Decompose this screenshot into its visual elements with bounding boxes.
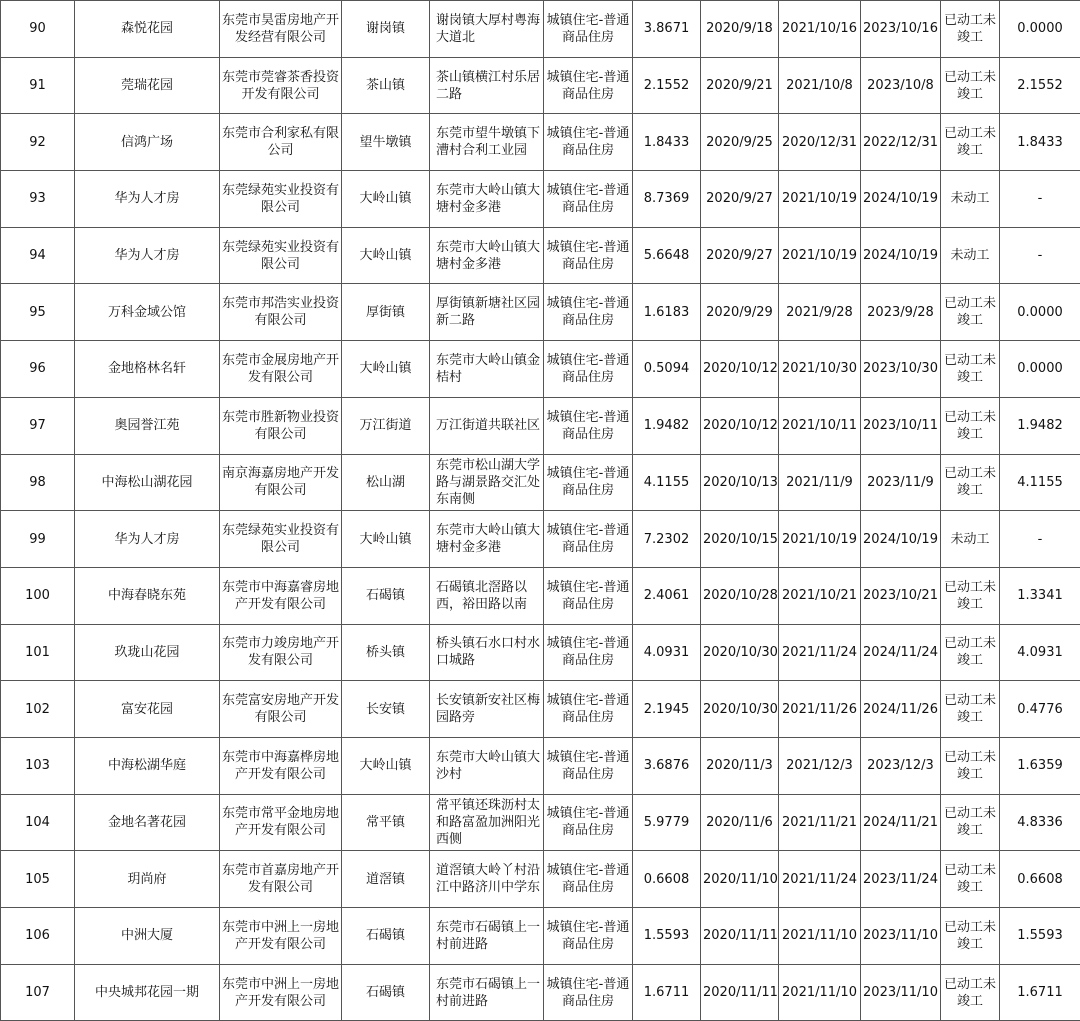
town-cell: 谢岗镇 xyxy=(342,1,430,58)
address-cell: 东莞市望牛墩镇下漕村合利工业园 xyxy=(430,114,544,171)
status-cell: 已动工未竣工 xyxy=(941,57,1000,114)
status-cell: 已动工未竣工 xyxy=(941,624,1000,681)
status-cell: 已动工未竣工 xyxy=(941,454,1000,511)
completion-date-cell: 2023/10/16 xyxy=(861,1,941,58)
project-name-cell: 中洲大厦 xyxy=(75,908,220,965)
land-use-cell: 城镇住宅-普通商品住房 xyxy=(544,624,633,681)
transfer-date-cell: 2020/10/15 xyxy=(701,511,779,568)
land-use-cell: 城镇住宅-普通商品住房 xyxy=(544,1,633,58)
transfer-date-cell: 2020/10/30 xyxy=(701,624,779,681)
completion-date-cell: 2023/11/10 xyxy=(861,964,941,1021)
address-cell: 东莞市大岭山镇大沙村 xyxy=(430,737,544,794)
table-row xyxy=(1,794,1080,851)
town-cell: 桥头镇 xyxy=(342,624,430,681)
land-use-cell: 城镇住宅-普通商品住房 xyxy=(544,908,633,965)
project-name-cell: 华为人才房 xyxy=(75,511,220,568)
completion-date-cell: 2023/10/30 xyxy=(861,341,941,398)
transfer-date-cell: 2020/11/3 xyxy=(701,737,779,794)
address-cell: 石碣镇北滘路以西，裕田路以南 xyxy=(430,567,544,624)
developer-cell: 东莞市昊雷房地产开发经营有限公司 xyxy=(220,1,342,58)
row-number-cell: 101 xyxy=(1,624,75,681)
transfer-date-cell: 2020/9/29 xyxy=(701,284,779,341)
table-row xyxy=(1,567,1080,624)
town-cell: 道滘镇 xyxy=(342,851,430,908)
start-date-cell: 2021/11/10 xyxy=(779,908,861,965)
completion-date-cell: 2023/11/24 xyxy=(861,851,941,908)
project-name-cell: 奥园誉江苑 xyxy=(75,397,220,454)
project-name-cell: 莞瑞花园 xyxy=(75,57,220,114)
value-cell: 0.0000 xyxy=(1000,284,1080,341)
transfer-date-cell: 2020/10/13 xyxy=(701,454,779,511)
area-cell: 1.9482 xyxy=(633,397,701,454)
area-cell: 3.8671 xyxy=(633,1,701,58)
start-date-cell: 2021/10/19 xyxy=(779,227,861,284)
developer-cell: 东莞富安房地产开发有限公司 xyxy=(220,681,342,738)
status-cell: 已动工未竣工 xyxy=(941,681,1000,738)
area-cell: 1.6183 xyxy=(633,284,701,341)
developer-cell: 东莞市金展房地产开发有限公司 xyxy=(220,341,342,398)
start-date-cell: 2021/12/3 xyxy=(779,737,861,794)
area-cell: 4.0931 xyxy=(633,624,701,681)
status-cell: 已动工未竣工 xyxy=(941,284,1000,341)
town-cell: 常平镇 xyxy=(342,794,430,851)
address-cell: 万江街道共联社区 xyxy=(430,397,544,454)
table-row xyxy=(1,171,1080,228)
town-cell: 大岭山镇 xyxy=(342,171,430,228)
transfer-date-cell: 2020/9/27 xyxy=(701,171,779,228)
address-cell: 东莞市大岭山镇大塘村金多港 xyxy=(430,511,544,568)
area-cell: 0.6608 xyxy=(633,851,701,908)
address-cell: 厚街镇新塘社区园新二路 xyxy=(430,284,544,341)
value-cell: 4.8336 xyxy=(1000,794,1080,851)
start-date-cell: 2020/12/31 xyxy=(779,114,861,171)
land-use-cell: 城镇住宅-普通商品住房 xyxy=(544,171,633,228)
start-date-cell: 2021/11/26 xyxy=(779,681,861,738)
start-date-cell: 2021/10/21 xyxy=(779,567,861,624)
status-cell: 已动工未竣工 xyxy=(941,114,1000,171)
transfer-date-cell: 2020/11/11 xyxy=(701,908,779,965)
land-use-cell: 城镇住宅-普通商品住房 xyxy=(544,511,633,568)
value-cell: 1.9482 xyxy=(1000,397,1080,454)
land-use-cell: 城镇住宅-普通商品住房 xyxy=(544,567,633,624)
developer-cell: 东莞市胜新物业投资有限公司 xyxy=(220,397,342,454)
area-cell: 1.8433 xyxy=(633,114,701,171)
completion-date-cell: 2024/10/19 xyxy=(861,511,941,568)
town-cell: 石碣镇 xyxy=(342,908,430,965)
status-cell: 未动工 xyxy=(941,227,1000,284)
address-cell: 桥头镇石水口村水口城路 xyxy=(430,624,544,681)
town-cell: 茶山镇 xyxy=(342,57,430,114)
developer-cell: 东莞绿苑实业投资有限公司 xyxy=(220,227,342,284)
status-cell: 已动工未竣工 xyxy=(941,794,1000,851)
address-cell: 茶山镇横江村乐居二路 xyxy=(430,57,544,114)
land-use-cell: 城镇住宅-普通商品住房 xyxy=(544,851,633,908)
developer-cell: 东莞绿苑实业投资有限公司 xyxy=(220,511,342,568)
start-date-cell: 2021/10/19 xyxy=(779,171,861,228)
town-cell: 松山湖 xyxy=(342,454,430,511)
address-cell: 常平镇还珠沥村太和路富盈加洲阳光西侧 xyxy=(430,794,544,851)
row-number-cell: 96 xyxy=(1,341,75,398)
table-row xyxy=(1,227,1080,284)
value-cell: 1.3341 xyxy=(1000,567,1080,624)
completion-date-cell: 2024/10/19 xyxy=(861,227,941,284)
row-number-cell: 104 xyxy=(1,794,75,851)
developer-cell: 东莞市邦浩实业投资有限公司 xyxy=(220,284,342,341)
developer-cell: 东莞绿苑实业投资有限公司 xyxy=(220,171,342,228)
land-use-cell: 城镇住宅-普通商品住房 xyxy=(544,964,633,1021)
area-cell: 2.1552 xyxy=(633,57,701,114)
row-number-cell: 107 xyxy=(1,964,75,1021)
completion-date-cell: 2023/10/21 xyxy=(861,567,941,624)
town-cell: 长安镇 xyxy=(342,681,430,738)
completion-date-cell: 2023/11/9 xyxy=(861,454,941,511)
town-cell: 万江街道 xyxy=(342,397,430,454)
town-cell: 大岭山镇 xyxy=(342,511,430,568)
project-name-cell: 中海春晓东苑 xyxy=(75,567,220,624)
row-number-cell: 99 xyxy=(1,511,75,568)
land-use-cell: 城镇住宅-普通商品住房 xyxy=(544,681,633,738)
completion-date-cell: 2024/11/26 xyxy=(861,681,941,738)
transfer-date-cell: 2020/11/10 xyxy=(701,851,779,908)
address-cell: 道滘镇大岭丫村沿江中路济川中学东 xyxy=(430,851,544,908)
value-cell: - xyxy=(1000,171,1080,228)
developer-cell: 南京海嘉房地产开发有限公司 xyxy=(220,454,342,511)
project-name-cell: 玖珑山花园 xyxy=(75,624,220,681)
project-name-cell: 中海松山湖花园 xyxy=(75,454,220,511)
row-number-cell: 97 xyxy=(1,397,75,454)
completion-date-cell: 2023/9/28 xyxy=(861,284,941,341)
row-number-cell: 90 xyxy=(1,1,75,58)
completion-date-cell: 2023/10/8 xyxy=(861,57,941,114)
start-date-cell: 2021/11/24 xyxy=(779,624,861,681)
row-number-cell: 103 xyxy=(1,737,75,794)
project-name-cell: 森悦花园 xyxy=(75,1,220,58)
status-cell: 未动工 xyxy=(941,511,1000,568)
status-cell: 已动工未竣工 xyxy=(941,341,1000,398)
address-cell: 东莞市石碣镇上一村前进路 xyxy=(430,908,544,965)
row-number-cell: 94 xyxy=(1,227,75,284)
area-cell: 4.1155 xyxy=(633,454,701,511)
row-number-cell: 102 xyxy=(1,681,75,738)
status-cell: 未动工 xyxy=(941,171,1000,228)
project-name-cell: 中海松湖华庭 xyxy=(75,737,220,794)
table-body xyxy=(1,1,1080,1021)
developer-cell: 东莞市中洲上一房地产开发有限公司 xyxy=(220,964,342,1021)
table-row xyxy=(1,681,1080,738)
completion-date-cell: 2024/10/19 xyxy=(861,171,941,228)
completion-date-cell: 2024/11/21 xyxy=(861,794,941,851)
project-name-cell: 华为人才房 xyxy=(75,227,220,284)
project-name-cell: 金地名著花园 xyxy=(75,794,220,851)
row-number-cell: 91 xyxy=(1,57,75,114)
address-cell: 谢岗镇大厚村粤海大道北 xyxy=(430,1,544,58)
completion-date-cell: 2023/11/10 xyxy=(861,908,941,965)
start-date-cell: 2021/10/11 xyxy=(779,397,861,454)
row-number-cell: 93 xyxy=(1,171,75,228)
transfer-date-cell: 2020/10/12 xyxy=(701,341,779,398)
table-row xyxy=(1,454,1080,511)
town-cell: 望牛墩镇 xyxy=(342,114,430,171)
value-cell: 0.0000 xyxy=(1000,1,1080,58)
value-cell: 0.0000 xyxy=(1000,341,1080,398)
completion-date-cell: 2023/12/3 xyxy=(861,737,941,794)
area-cell: 2.1945 xyxy=(633,681,701,738)
transfer-date-cell: 2020/10/30 xyxy=(701,681,779,738)
status-cell: 已动工未竣工 xyxy=(941,851,1000,908)
town-cell: 大岭山镇 xyxy=(342,737,430,794)
table-row xyxy=(1,284,1080,341)
land-use-cell: 城镇住宅-普通商品住房 xyxy=(544,794,633,851)
town-cell: 石碣镇 xyxy=(342,964,430,1021)
table-row xyxy=(1,964,1080,1021)
transfer-date-cell: 2020/11/11 xyxy=(701,964,779,1021)
land-use-cell: 城镇住宅-普通商品住房 xyxy=(544,284,633,341)
table-row xyxy=(1,341,1080,398)
area-cell: 2.4061 xyxy=(633,567,701,624)
value-cell: 1.6359 xyxy=(1000,737,1080,794)
project-name-cell: 玥尚府 xyxy=(75,851,220,908)
land-use-cell: 城镇住宅-普通商品住房 xyxy=(544,737,633,794)
project-name-cell: 中央城邦花园一期 xyxy=(75,964,220,1021)
table-row xyxy=(1,511,1080,568)
town-cell: 石碣镇 xyxy=(342,567,430,624)
table-row xyxy=(1,397,1080,454)
developer-cell: 东莞市中海嘉睿房地产开发有限公司 xyxy=(220,567,342,624)
address-cell: 东莞市大岭山镇大塘村金多港 xyxy=(430,171,544,228)
table-row xyxy=(1,624,1080,681)
area-cell: 5.9779 xyxy=(633,794,701,851)
area-cell: 1.5593 xyxy=(633,908,701,965)
table-row xyxy=(1,57,1080,114)
status-cell: 已动工未竣工 xyxy=(941,737,1000,794)
value-cell: 0.4776 xyxy=(1000,681,1080,738)
transfer-date-cell: 2020/9/18 xyxy=(701,1,779,58)
area-cell: 7.2302 xyxy=(633,511,701,568)
project-name-cell: 万科金域公馆 xyxy=(75,284,220,341)
status-cell: 已动工未竣工 xyxy=(941,964,1000,1021)
project-name-cell: 富安花园 xyxy=(75,681,220,738)
start-date-cell: 2021/11/9 xyxy=(779,454,861,511)
start-date-cell: 2021/10/30 xyxy=(779,341,861,398)
status-cell: 已动工未竣工 xyxy=(941,567,1000,624)
completion-date-cell: 2024/11/24 xyxy=(861,624,941,681)
project-name-cell: 信鸿广场 xyxy=(75,114,220,171)
land-use-cell: 城镇住宅-普通商品住房 xyxy=(544,454,633,511)
developer-cell: 东莞市中洲上一房地产开发有限公司 xyxy=(220,908,342,965)
developer-cell: 东莞市首嘉房地产开发有限公司 xyxy=(220,851,342,908)
land-use-cell: 城镇住宅-普通商品住房 xyxy=(544,114,633,171)
developer-cell: 东莞市力竣房地产开发有限公司 xyxy=(220,624,342,681)
status-cell: 已动工未竣工 xyxy=(941,1,1000,58)
area-cell: 0.5094 xyxy=(633,341,701,398)
land-use-cell: 城镇住宅-普通商品住房 xyxy=(544,57,633,114)
table-row xyxy=(1,1,1080,58)
completion-date-cell: 2022/12/31 xyxy=(861,114,941,171)
table-row xyxy=(1,908,1080,965)
value-cell: 0.6608 xyxy=(1000,851,1080,908)
developer-cell: 东莞市合利家私有限公司 xyxy=(220,114,342,171)
land-use-cell: 城镇住宅-普通商品住房 xyxy=(544,227,633,284)
row-number-cell: 95 xyxy=(1,284,75,341)
start-date-cell: 2021/11/21 xyxy=(779,794,861,851)
transfer-date-cell: 2020/9/27 xyxy=(701,227,779,284)
completion-date-cell: 2023/10/11 xyxy=(861,397,941,454)
table-row xyxy=(1,851,1080,908)
transfer-date-cell: 2020/9/25 xyxy=(701,114,779,171)
area-cell: 8.7369 xyxy=(633,171,701,228)
row-number-cell: 100 xyxy=(1,567,75,624)
start-date-cell: 2021/10/16 xyxy=(779,1,861,58)
project-name-cell: 华为人才房 xyxy=(75,171,220,228)
start-date-cell: 2021/10/8 xyxy=(779,57,861,114)
area-cell: 3.6876 xyxy=(633,737,701,794)
start-date-cell: 2021/10/19 xyxy=(779,511,861,568)
start-date-cell: 2021/11/10 xyxy=(779,964,861,1021)
table-row xyxy=(1,737,1080,794)
value-cell: 4.1155 xyxy=(1000,454,1080,511)
transfer-date-cell: 2020/10/12 xyxy=(701,397,779,454)
town-cell: 大岭山镇 xyxy=(342,227,430,284)
transfer-date-cell: 2020/10/28 xyxy=(701,567,779,624)
address-cell: 东莞市大岭山镇金桔村 xyxy=(430,341,544,398)
row-number-cell: 92 xyxy=(1,114,75,171)
status-cell: 已动工未竣工 xyxy=(941,908,1000,965)
area-cell: 1.6711 xyxy=(633,964,701,1021)
developer-cell: 东莞市中海嘉桦房地产开发有限公司 xyxy=(220,737,342,794)
row-number-cell: 105 xyxy=(1,851,75,908)
developer-cell: 东莞市莞睿茶香投资开发有限公司 xyxy=(220,57,342,114)
transfer-date-cell: 2020/9/21 xyxy=(701,57,779,114)
value-cell: - xyxy=(1000,227,1080,284)
value-cell: 1.5593 xyxy=(1000,908,1080,965)
start-date-cell: 2021/11/24 xyxy=(779,851,861,908)
table-row xyxy=(1,114,1080,171)
value-cell: 1.6711 xyxy=(1000,964,1080,1021)
address-cell: 东莞市大岭山镇大塘村金多港 xyxy=(430,227,544,284)
land-use-cell: 城镇住宅-普通商品住房 xyxy=(544,341,633,398)
land-use-cell: 城镇住宅-普通商品住房 xyxy=(544,397,633,454)
value-cell: - xyxy=(1000,511,1080,568)
town-cell: 厚街镇 xyxy=(342,284,430,341)
start-date-cell: 2021/9/28 xyxy=(779,284,861,341)
project-name-cell: 金地格林名轩 xyxy=(75,341,220,398)
value-cell: 2.1552 xyxy=(1000,57,1080,114)
address-cell: 东莞市松山湖大学路与湖景路交汇处东南侧 xyxy=(430,454,544,511)
value-cell: 1.8433 xyxy=(1000,114,1080,171)
address-cell: 东莞市石碣镇上一村前进路 xyxy=(430,964,544,1021)
area-cell: 5.6648 xyxy=(633,227,701,284)
row-number-cell: 98 xyxy=(1,454,75,511)
row-number-cell: 106 xyxy=(1,908,75,965)
developer-cell: 东莞市常平金地房地产开发有限公司 xyxy=(220,794,342,851)
address-cell: 长安镇新安社区梅园路旁 xyxy=(430,681,544,738)
status-cell: 已动工未竣工 xyxy=(941,397,1000,454)
value-cell: 4.0931 xyxy=(1000,624,1080,681)
town-cell: 大岭山镇 xyxy=(342,341,430,398)
transfer-date-cell: 2020/11/6 xyxy=(701,794,779,851)
